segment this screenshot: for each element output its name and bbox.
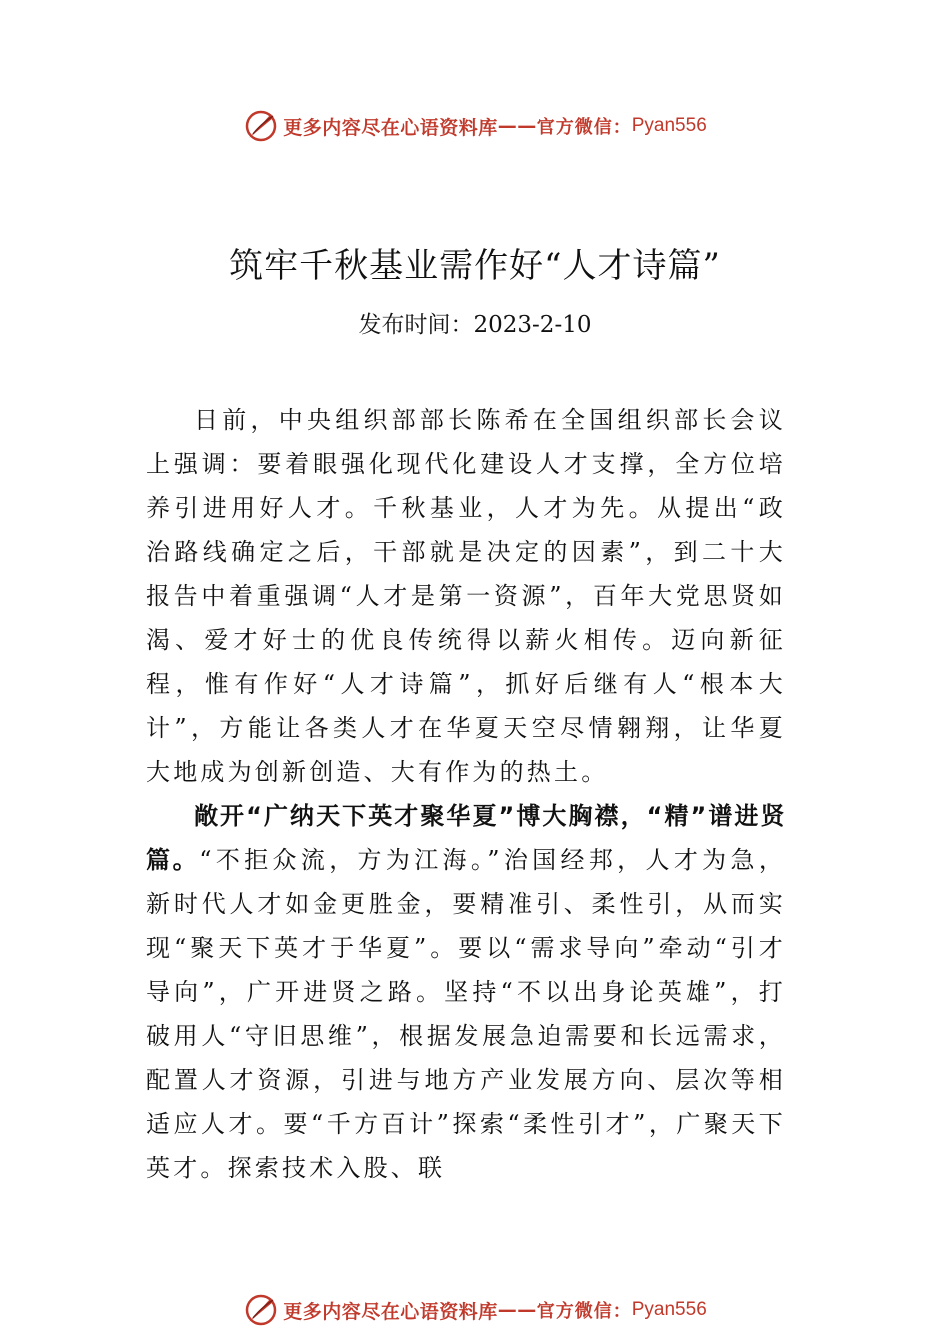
publish-date: 发布时间：2023-2-10 <box>358 312 592 338</box>
footer-banner-dash: —— <box>497 1299 537 1321</box>
footer-banner <box>0 1290 950 1330</box>
paragraph-2 <box>146 794 786 1190</box>
header-banner-text: 更多内容尽在心语资料库 <box>283 116 498 139</box>
article-body <box>146 398 786 1190</box>
quill-logo-icon <box>243 108 279 144</box>
paragraph-1: 日前，中央组织部部长陈希在全国组织部长会议上强调：要着眼强化现代化建设人才支撑，全方位培养引进用好人才。千秋基业，人才为先。从提出“政治路线确定之后，干部就是决定的因素”，到二十大报告中着重强调“人才是第一资源”，百年大党思贤如渴、爱才好士的优良传统得以薪火相传。迈向新征程，惟有作好“人才诗篇”，抓好后继有人“根本大计”，方能让各类人才在华夏天空尽情翱翔，让华夏大地成为创新创造、大有作为的热土。 <box>146 406 786 786</box>
article-title: 筑牢千秋基业需作好“人才诗篇” <box>229 246 721 286</box>
footer-banner-text: 更多内容尽在心语资料库 <box>283 1300 498 1323</box>
quill-logo-icon <box>243 1292 279 1328</box>
header-wechat-id: Pyan556 <box>631 115 707 136</box>
paragraph-2-heading: 敞开“广纳天下英才聚华夏”博大胸襟，“精”谱进贤篇。 <box>146 802 786 874</box>
header-banner-dash: —— <box>497 115 537 137</box>
header-banner <box>0 106 950 146</box>
footer-wechat-id: Pyan556 <box>631 1299 707 1320</box>
footer-wechat-label: 官方微信： <box>536 1301 632 1322</box>
header-wechat-label: 官方微信： <box>536 117 632 138</box>
paragraph-2-text: “不拒众流，方为江海。”治国经邦，人才为急，新时代人才如金更胜金，要精准引、柔性引，从而实现“聚天下英才于华夏”。要以“需求导向”牵动“引才导向”，广开进贤之路。坚持“不以出身论英雄”，打破用人“守旧思维”，根据发展急迫需要和长远需求，配置人才资源，引进与地方产业发展方向、层次等相适应人才。要“千方百计”探索“柔性引才”，广聚天下英才。探索技术入股、联 <box>146 846 787 1182</box>
